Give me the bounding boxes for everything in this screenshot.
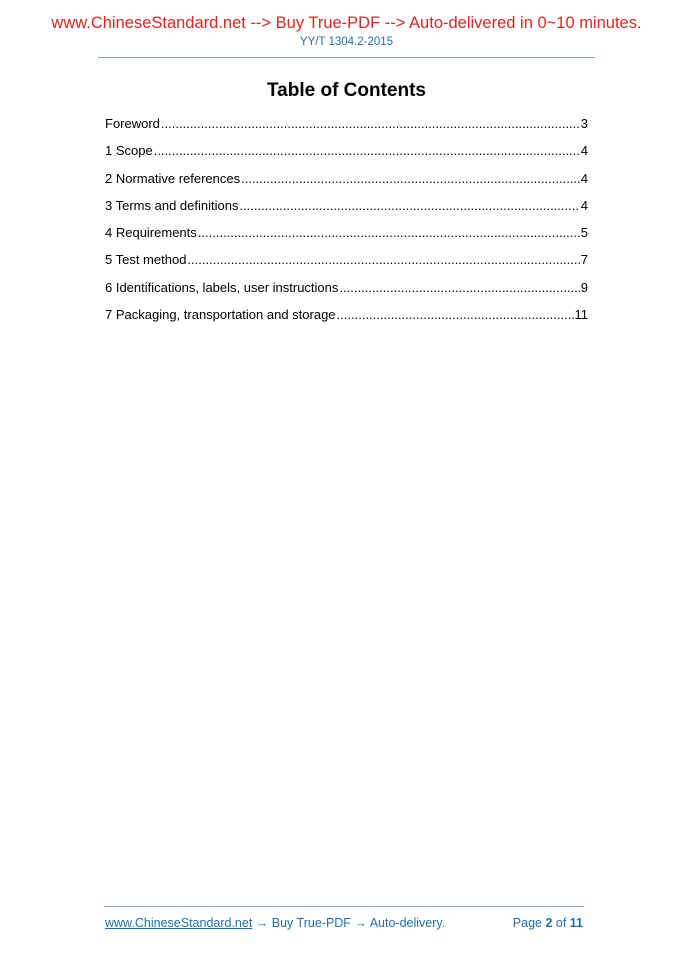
current-page-number: 2 — [545, 916, 553, 930]
toc-entry-page: 9 — [580, 279, 588, 295]
toc-entry-label: 3 Terms and definitions — [105, 197, 239, 213]
toc-dot-leader — [337, 306, 574, 324]
toc-dot-leader — [241, 170, 580, 188]
toc-dot-leader — [154, 142, 580, 160]
page-footer — [105, 916, 585, 930]
toc-entry-label: 6 Identifications, labels, user instructions — [105, 279, 339, 295]
toc-entry-page: 4 — [580, 170, 588, 186]
toc-dot-leader — [239, 197, 579, 215]
toc-entry-page: 3 — [580, 116, 588, 131]
header-banner-link[interactable]: www.ChineseStandard.net --> Buy True-PDF --> Auto-delivered in 0~10 minutes. — [51, 14, 642, 32]
footer-site-link[interactable]: www.ChineseStandard.net — [105, 916, 253, 930]
header-divider — [98, 57, 595, 58]
page-indicator — [513, 916, 583, 930]
toc-entry-label: 5 Test method — [105, 252, 187, 268]
page-of-label: of — [552, 916, 570, 930]
toc-entry-page: 7 — [580, 252, 588, 268]
toc-entry-page: 4 — [580, 197, 588, 213]
toc-entry-label: Foreword — [105, 116, 160, 131]
toc-entry-label: 7 Packaging, transportation and storage — [105, 307, 336, 323]
toc-entry-terms-and-definitions[interactable] — [105, 197, 588, 224]
toc-entry-label: 2 Normative references — [105, 170, 241, 186]
toc-entry-packaging[interactable] — [105, 306, 588, 333]
toc-entry-foreword[interactable] — [105, 115, 588, 142]
toc-entry-label: 1 Scope — [105, 143, 153, 159]
toc-entry-page: 11 — [574, 307, 588, 323]
footer-divider — [104, 906, 584, 907]
toc-entry-identifications[interactable] — [105, 279, 588, 306]
toc-dot-leader — [161, 115, 580, 133]
toc-list — [105, 115, 588, 333]
total-page-count: 11 — [569, 916, 583, 930]
footer-tagline: → Buy True-PDF → Auto-delivery. — [252, 916, 446, 930]
document-code: YY/T 1304.2-2015 — [299, 36, 394, 48]
toc-entry-scope[interactable] — [105, 142, 588, 169]
toc-entry-normative-references[interactable] — [105, 170, 588, 197]
toc-entry-test-method[interactable] — [105, 251, 588, 278]
toc-entry-label: 4 Requirements — [105, 225, 197, 241]
toc-entry-requirements[interactable] — [105, 224, 588, 251]
toc-dot-leader — [198, 224, 580, 242]
toc-dot-leader — [339, 279, 579, 297]
toc-dot-leader — [187, 251, 579, 269]
toc-title: Table of Contents — [266, 80, 427, 101]
toc-entry-page: 5 — [580, 225, 588, 241]
page-prefix: Page — [512, 916, 546, 930]
toc-entry-page: 4 — [580, 143, 588, 159]
